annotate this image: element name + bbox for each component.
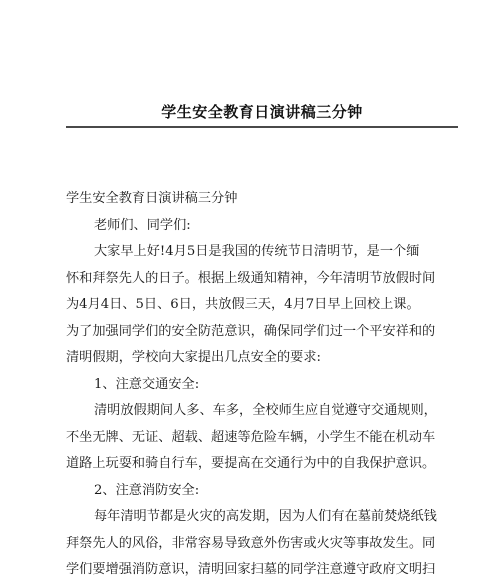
paragraph-line: 为了加强同学们的安全防范意识，确保同学们过一个平安祥和的 [66, 323, 436, 339]
paragraph-line: 道路上玩耍和骑自行车，要提高在交通行为中的自我保护意识。 [66, 456, 436, 471]
paragraph-line: 不坐无牌、无证、超载、超速等危险车辆，小学生不能在机动车 [66, 429, 436, 445]
document-body [66, 186, 458, 584]
paragraph-line: 清明假期，学校向大家提出几点安全的要求: [66, 350, 322, 365]
section-heading: 1、注意交通安全: [94, 376, 200, 392]
paragraph-line: 学们要增强消防意识，清明回家扫墓的同学注意遵守政府文明扫 [66, 562, 436, 577]
section-heading: 2、注意消防安全: [94, 482, 200, 498]
paragraph-line: 大家早上好!4月5日是我国的传统节日清明节，是一个缅 [94, 244, 420, 259]
salutation: 老师们、同学们: [94, 217, 191, 233]
paragraph-line: 为4月4日、5日、6日，共放假三天，4月7日早上回校上课。 [66, 297, 420, 312]
body-heading: 学生安全教育日演讲稿三分钟 [66, 191, 238, 206]
page-title: 学生安全教育日演讲稿三分钟 [161, 103, 363, 121]
title-divider [66, 126, 458, 128]
paragraph-line: 拜祭先人的风俗，非常容易导致意外伤害或火灾等事故发生。同 [66, 535, 436, 551]
paragraph-line: 每年清明节都是火灾的高发期，因为人们有在墓前焚烧纸钱 [94, 509, 437, 524]
paragraph-line: 清明放假期间人多、车多，全校师生应自觉遵守交通规则， [94, 403, 437, 418]
paragraph-line: 怀和拜祭先人的日子。根据上级通知精神，今年清明节放假时间 [66, 270, 436, 286]
